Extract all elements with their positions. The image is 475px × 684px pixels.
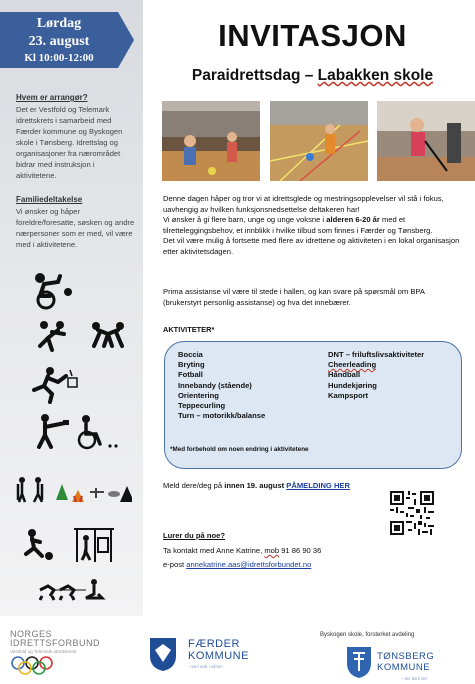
nif-subtitle: Vestfold og Telemark idrettskrets [10, 649, 77, 654]
list-item: Orientering [178, 390, 219, 400]
activities-column-2 [328, 350, 424, 401]
faerder-name-2: KOMMUNE [188, 650, 249, 662]
list-item: Fotball [178, 370, 203, 380]
wrestling-icon [88, 320, 128, 350]
tonsberg-tagline: – der barn lær [401, 676, 428, 681]
wheelchair-boccia-icon [74, 414, 122, 450]
list-item: Turn – motorikk/balanse [178, 411, 266, 421]
photo-girl-floorball [377, 101, 475, 181]
list-item: Cheerleading [328, 360, 377, 370]
list-item: Teppecurling [178, 401, 226, 411]
tonsberg-heading: Byskogen skole, forsterket avdeling [320, 632, 415, 638]
contact-heading: Lurer du på noe? [163, 531, 226, 540]
subtitle-school: Labakken skole [317, 67, 434, 84]
football-icon [22, 528, 56, 562]
contact-email-line [163, 558, 321, 572]
contact-info [163, 544, 321, 572]
intro-text [163, 194, 461, 258]
page-title: INVITASJON [218, 18, 407, 53]
event-date: 23. august [28, 34, 90, 49]
registration-deadline: innen 19. august [224, 481, 285, 490]
email-link[interactable]: annekatrine.aas@idrettsforbundet.no [186, 560, 312, 569]
activities-heading: AKTIVITETER* [163, 325, 215, 334]
activities-note: *Med forbehold om noen endring i aktivitetene [170, 446, 309, 453]
photo-gymnasium-children [162, 101, 260, 181]
activities-box [164, 341, 462, 469]
olympic-rings-icon [10, 655, 70, 675]
list-item: Boccia [178, 350, 203, 359]
contact-mob-label: mob [264, 546, 280, 555]
list-item: Hundekjøring [328, 380, 377, 390]
list-item: Innebandy (stående) [178, 380, 252, 390]
organizer-heading: Hvem er arrangør? [16, 93, 88, 102]
subtitle-part1: Paraidrettsdag – [191, 67, 318, 84]
faerder-kommune-logo [148, 636, 258, 672]
intro-line1: Denne dagen håper og tror vi at idrettsglede og mestringsopplevelser vil stå i fokus, uavhengig av hvilken funksjonsnedsettelse deltakeren har! [163, 194, 444, 214]
faerder-tagline: - med unik i utfrom [188, 664, 223, 669]
tonsberg-kommune-logo [345, 645, 455, 681]
list-item: Bryting [178, 360, 205, 370]
activities-column-1 [178, 350, 265, 421]
date-banner [0, 12, 134, 68]
contact-name: Ta kontakt med Anne Katrine, [163, 546, 265, 555]
assistance-text: Prima assistanse vil være til stede i hallen, og kan svare på spørsmål om BPA (brukerstyrt personlig assistanse) og hva det innebærer. [163, 287, 425, 307]
event-time: Kl 10:00-12:00 [24, 52, 94, 64]
faerder-name [188, 638, 249, 662]
organizer-text: Det er Vestfold og Telemark idrettskrets i samarbeid med Færder kommune og Byskogen skole i Tønsberg. Idrettslag og organisasjoner fra nærområdet bidrar med instruksjon i aktivitetene. [16, 105, 123, 180]
tonsberg-name-1: TØNSBERG [377, 651, 435, 662]
handball-icon [38, 320, 72, 354]
faerder-name-1: FÆRDER [188, 638, 240, 650]
intro-line3: Det vil være mulig å fortsette med flere av idrettene og aktiviteten i en lokal organisasjon etter aktivitetsdagen. [163, 236, 460, 256]
event-day: Lørdag [36, 16, 82, 31]
list-item: DNT – friluftslivsaktiviteter [328, 350, 425, 359]
nif-name: NORGES IDRETTSFORBUND [10, 629, 100, 648]
outdoor-activities-icon [16, 474, 132, 504]
registration-text: Meld dere/deg på [163, 481, 225, 490]
intro-age: alderen 6-20 år [326, 215, 380, 225]
sidebar [0, 0, 143, 616]
participation-heading: Familiedeltakelse [16, 195, 83, 204]
email-label: e-post [163, 560, 187, 569]
qr-code-icon[interactable] [388, 489, 436, 537]
page-subtitle [150, 67, 475, 85]
wheelchair-basketball-icon [30, 272, 76, 310]
contact-phone: 91 86 90 36 [279, 546, 322, 555]
faerder-shield-icon [148, 636, 178, 672]
photo-hall-floor [270, 101, 368, 181]
gymnastics-icon [72, 524, 116, 564]
running-dog-icon [30, 366, 80, 404]
intro-line2-a: Vi ønsker å gi flere barn, unge og unge voksne i [163, 215, 327, 225]
tonsberg-name-2: KOMMUNE [377, 662, 431, 673]
nif-logo [10, 630, 128, 680]
registration-line [163, 481, 350, 490]
tonsberg-name [377, 651, 434, 673]
participation-text: Vi ønsker og håper foreldre/foresatte, søsken og andre nærpersoner som er med, vil være med i aktivitetene. [16, 207, 135, 249]
dog-sled-icon [36, 576, 108, 604]
list-item: Kampsport [328, 390, 369, 400]
intro-line2-b: med et tilretteleggingsbehov, et innblikk i hvilke tilbud som finnes i Færder og Tønsberg. [163, 215, 433, 235]
participation-section [16, 194, 136, 250]
intro-line2 [163, 215, 461, 236]
registration-link[interactable]: PÅMELDING HER [286, 481, 350, 490]
organizer-section [16, 92, 136, 181]
contact-phone-line [163, 544, 321, 558]
tonsberg-shield-icon [345, 645, 373, 679]
list-item: Håndball [328, 370, 361, 380]
shooting-icon [35, 413, 71, 449]
